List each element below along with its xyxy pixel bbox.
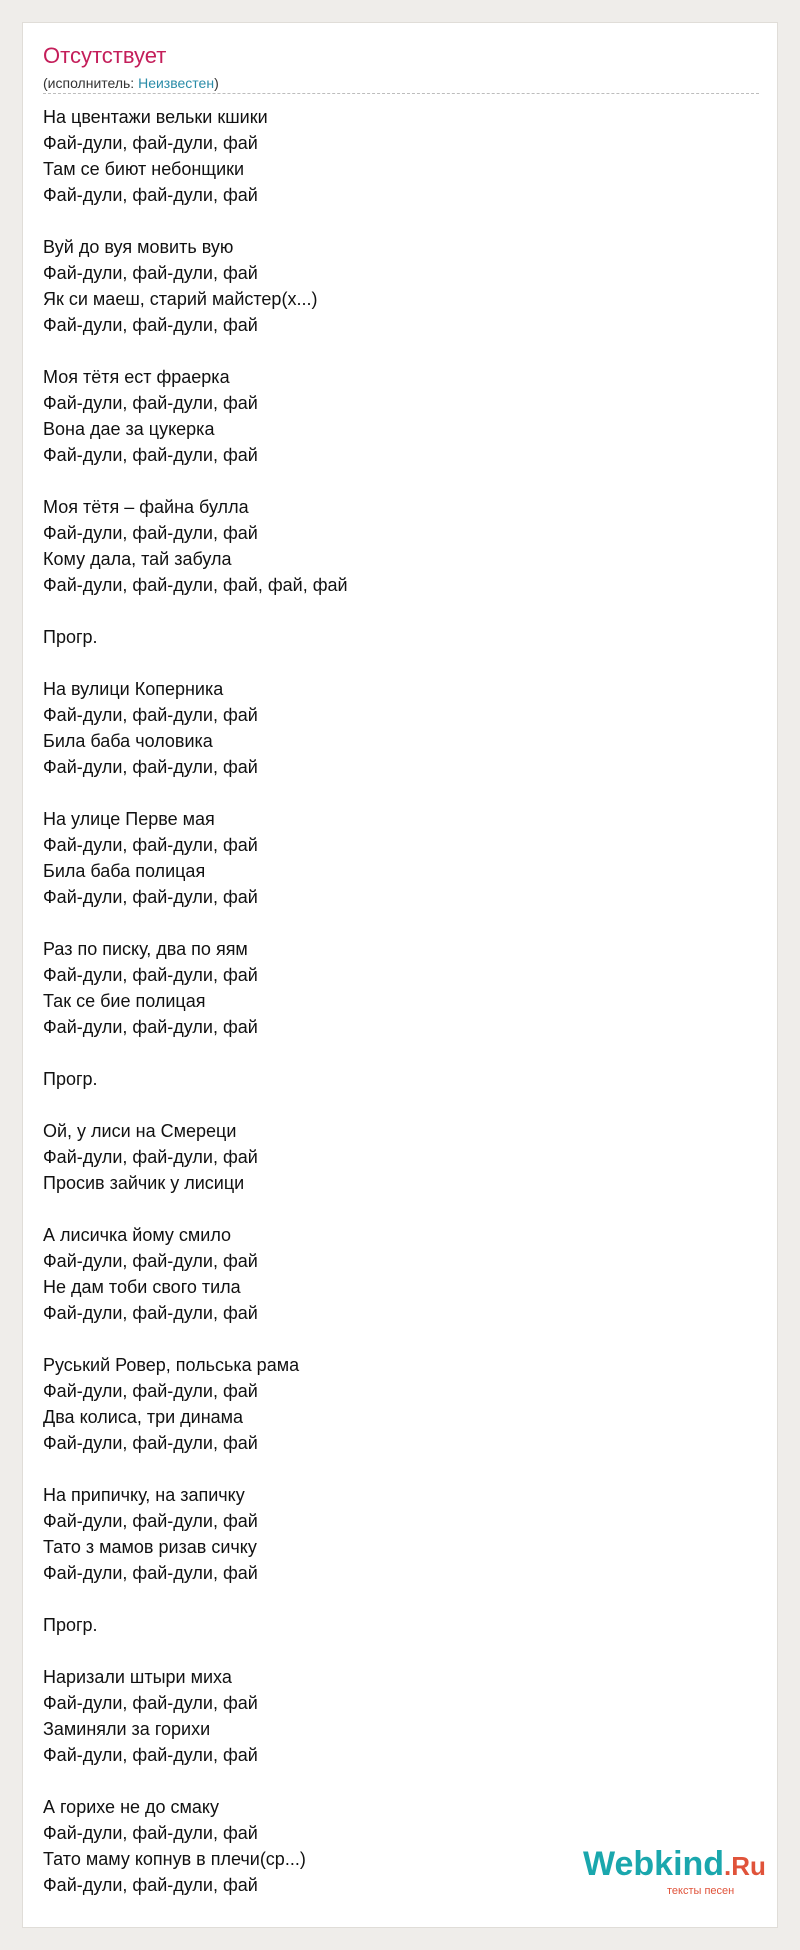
- lyric-line: Фай-дули, фай-дули, фай: [43, 965, 258, 985]
- lyric-line: Моя тётя – файна булла: [43, 497, 249, 517]
- stanza-gap: [43, 1092, 759, 1118]
- lyric-line: Руський Ровер, польська рама: [43, 1355, 300, 1375]
- lyric-line: Фай-дули, фай-дули, фай: [43, 1745, 258, 1765]
- lyric-line: Вона дае за цукерка: [43, 419, 215, 439]
- logo-name: Webkind: [583, 1845, 725, 1883]
- stanza-gap: [43, 468, 759, 494]
- lyric-line: Била баба чоловика: [43, 731, 213, 751]
- stanza-gap: [43, 1040, 759, 1066]
- stanza-gap: [43, 338, 759, 364]
- lyric-line: Фай-дули, фай-дули, фай: [43, 1303, 258, 1323]
- lyric-line: На вулици Коперника: [43, 679, 224, 699]
- lyric-line: Фай-дули, фай-дули, фай, фай, фай: [43, 575, 348, 595]
- lyric-line: Два колиса, три динама: [43, 1407, 244, 1427]
- stanza-gap: [43, 598, 759, 624]
- lyric-line: Прогр.: [43, 1069, 98, 1089]
- lyric-line: Фай-дули, фай-дули, фай: [43, 1147, 258, 1167]
- performer-prefix: (исполнитель:: [43, 75, 139, 91]
- logo-tagline: тексты песен: [667, 1885, 735, 1897]
- lyric-line: Вуй до вуя мовить вую: [43, 237, 234, 257]
- stanza-gap: [43, 208, 759, 234]
- lyrics-text: [43, 104, 759, 1898]
- lyric-line: Фай-дули, фай-дули, фай: [43, 523, 258, 543]
- lyric-line: Фай-дули, фай-дули, фай: [43, 1511, 258, 1531]
- lyric-line: Тато маму копнув в плечи(ср...): [43, 1849, 306, 1869]
- lyric-line: Фай-дули, фай-дули, фай: [43, 133, 258, 153]
- lyric-line: Фай-дули, фай-дули, фай: [43, 1693, 258, 1713]
- lyric-line: Фай-дули, фай-дули, фай: [43, 1251, 258, 1271]
- lyric-line: Фай-дули, фай-дули, фай: [43, 393, 258, 413]
- lyric-line: Фай-дули, фай-дули, фай: [43, 887, 258, 907]
- performer-link[interactable]: Неизвестен: [138, 75, 215, 91]
- lyric-line: Фай-дули, фай-дули, фай: [43, 185, 258, 205]
- lyric-line: Там се биют небонщики: [43, 159, 245, 179]
- lyric-line: Моя тётя ест фраерка: [43, 367, 230, 387]
- stanza-gap: [43, 650, 759, 676]
- lyric-line: Наризали штыри миха: [43, 1667, 232, 1687]
- lyric-line: На улице Перве мая: [43, 809, 215, 829]
- lyric-line: Фай-дули, фай-дули, фай: [43, 1875, 258, 1895]
- lyric-line: Прогр.: [43, 627, 98, 647]
- stanza-gap: [43, 1586, 759, 1612]
- lyric-line: Не дам тоби свого тила: [43, 1277, 241, 1297]
- lyric-line: Так се бие полицая: [43, 991, 206, 1011]
- lyric-line: Фай-дули, фай-дули, фай: [43, 315, 258, 335]
- stanza-gap: [43, 780, 759, 806]
- lyric-line: На цвентажи вельки кшики: [43, 107, 268, 127]
- lyric-line: Фай-дули, фай-дули, фай: [43, 1823, 258, 1843]
- lyric-line: Тато з мамов ризав сичку: [43, 1537, 257, 1557]
- song-title: Отсутствует: [43, 43, 167, 68]
- lyric-line: Раз по писку, два по яям: [43, 939, 248, 959]
- site-logo[interactable]: [583, 1845, 783, 1897]
- performer-line: [43, 75, 219, 91]
- stanza-gap: [43, 1196, 759, 1222]
- lyric-line: Фай-дули, фай-дули, фай: [43, 835, 258, 855]
- stanza-gap: [43, 1326, 759, 1352]
- logo-tld: .Ru: [724, 1851, 766, 1881]
- stanza-gap: [43, 1638, 759, 1664]
- lyric-line: Кому дала, тай забула: [43, 549, 232, 569]
- lyric-line: Фай-дули, фай-дули, фай: [43, 1433, 258, 1453]
- lyric-line: А лисичка йому смило: [43, 1225, 232, 1245]
- stanza-gap: [43, 1456, 759, 1482]
- stanza-gap: [43, 910, 759, 936]
- header-divider: [43, 93, 759, 94]
- lyric-line: Фай-дули, фай-дули, фай: [43, 757, 258, 777]
- lyric-line: Як си маеш, старий майстер(х...): [43, 289, 318, 309]
- lyric-line: Прогр.: [43, 1615, 98, 1635]
- lyric-line: Заминяли за горихи: [43, 1719, 211, 1739]
- lyric-line: Просив зайчик у лисици: [43, 1173, 245, 1193]
- lyric-line: Била баба полицая: [43, 861, 206, 881]
- lyric-line: Фай-дули, фай-дули, фай: [43, 1381, 258, 1401]
- stanza-gap: [43, 1768, 759, 1794]
- lyric-line: Фай-дули, фай-дули, фай: [43, 445, 258, 465]
- lyric-line: А горихе не до смаку: [43, 1797, 219, 1817]
- lyrics-card: [22, 22, 778, 1928]
- lyric-line: Ой, у лиси на Смереци: [43, 1121, 237, 1141]
- lyric-line: Фай-дули, фай-дули, фай: [43, 263, 258, 283]
- lyric-line: На припичку, на запичку: [43, 1485, 245, 1505]
- lyric-line: Фай-дули, фай-дули, фай: [43, 1563, 258, 1583]
- lyric-line: Фай-дули, фай-дули, фай: [43, 705, 258, 725]
- lyric-line: Фай-дули, фай-дули, фай: [43, 1017, 258, 1037]
- performer-suffix: ): [214, 75, 219, 91]
